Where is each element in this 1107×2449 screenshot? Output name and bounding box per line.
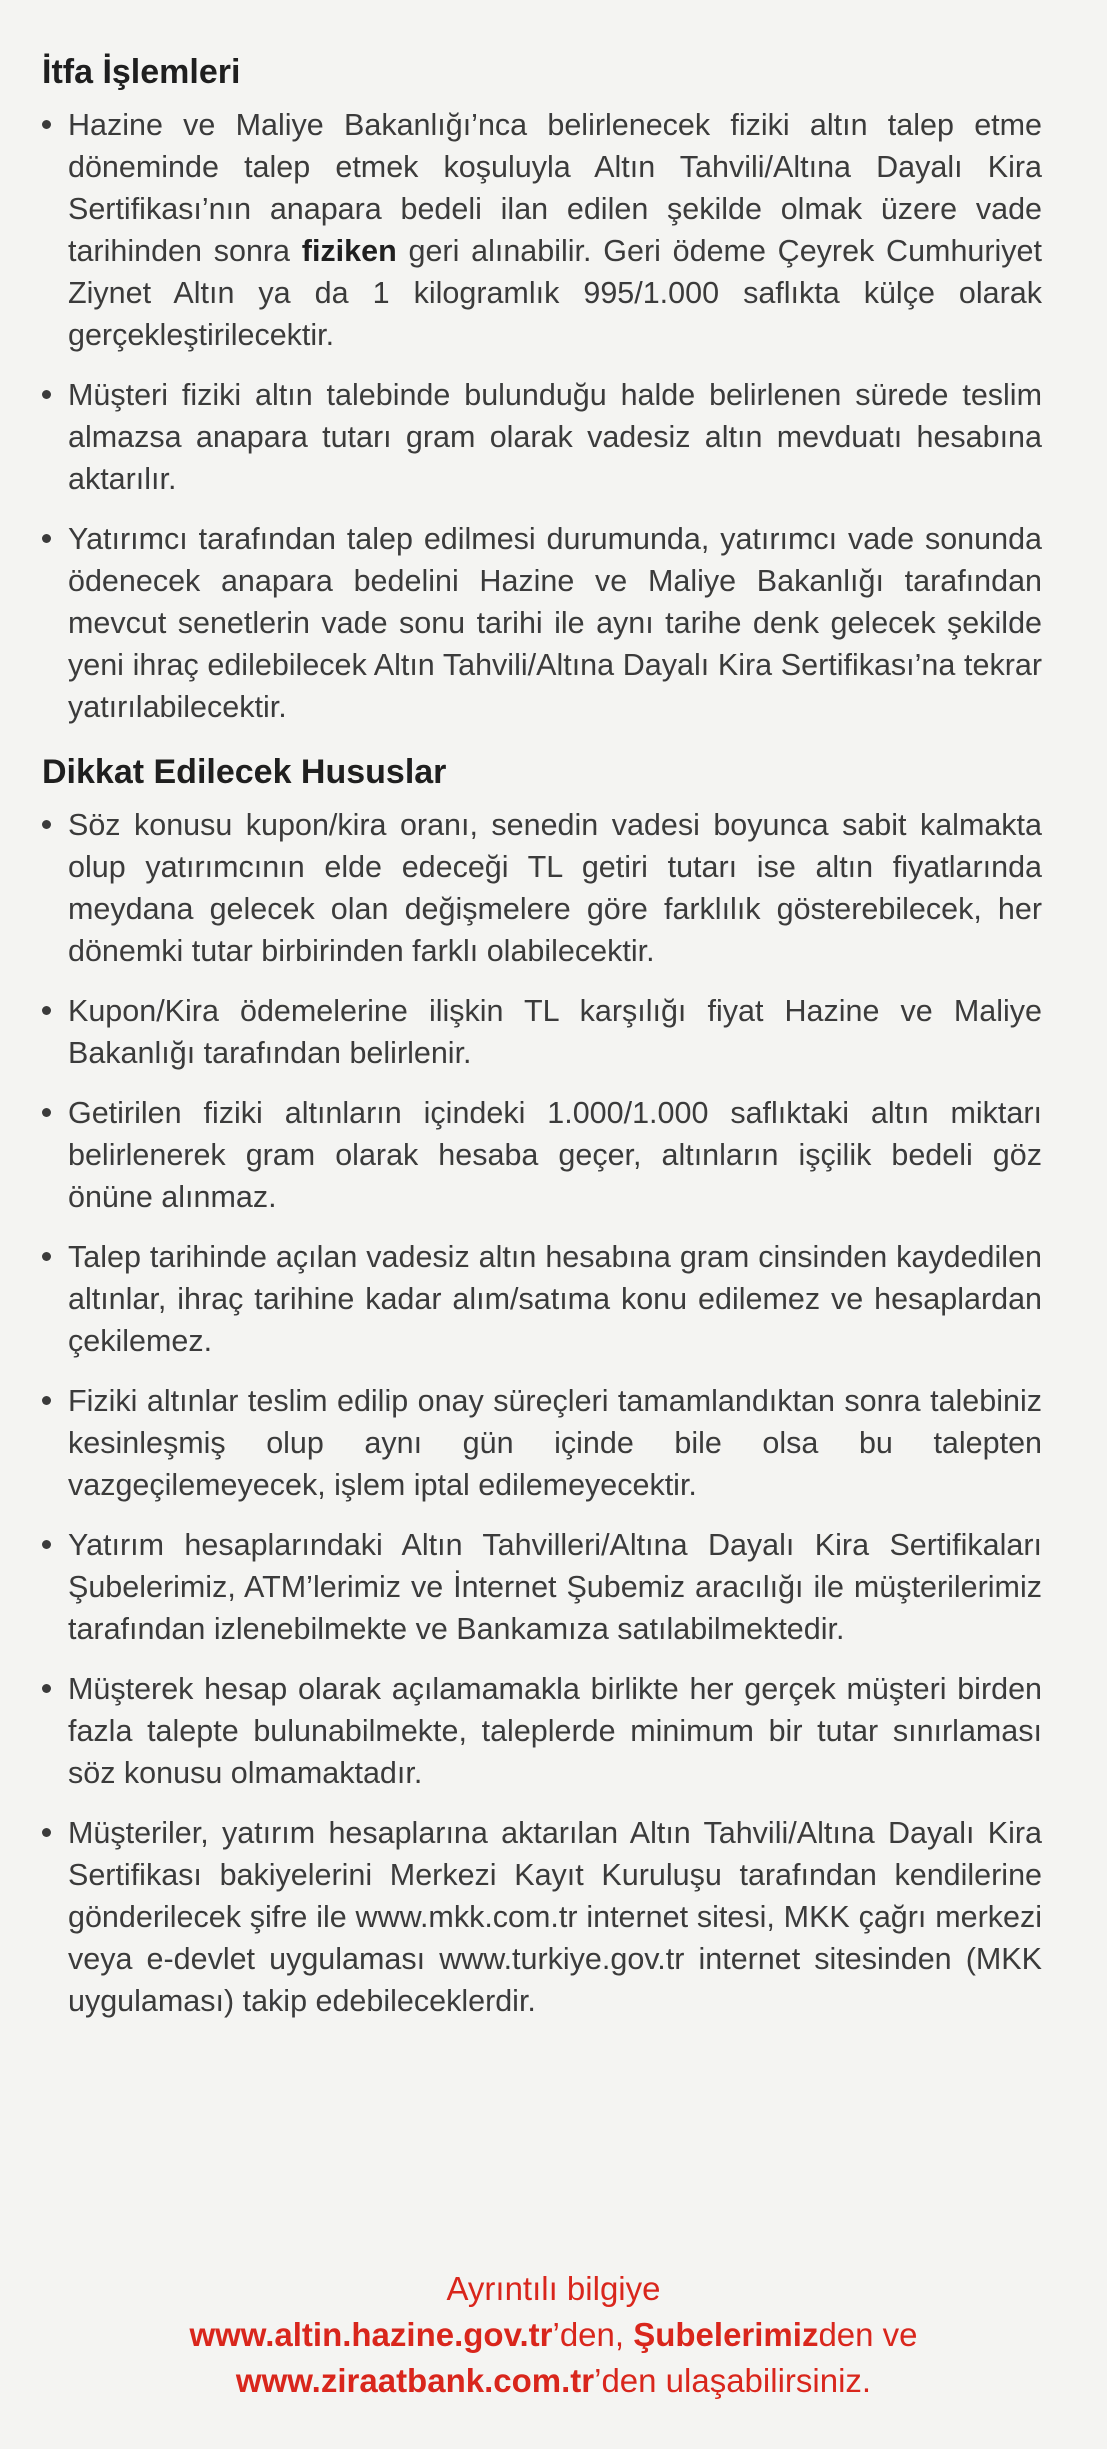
bullet-icon (42, 1252, 51, 1261)
bullet-icon (42, 1396, 51, 1405)
bullet-icon (42, 820, 51, 829)
list-item: Fiziki altınlar teslim edilip onay süreçleri tamamlandıktan sonra talebiniz kesinleşmiş olup aynı gün içinde bile olsa bu talepten vazgeçilemeyecek, işlem iptal edilemeyecektir. (42, 1380, 1042, 1506)
section-title-dikkat: Dikkat Edilecek Hususlar (42, 753, 447, 791)
bullet-icon (42, 120, 51, 129)
bullet-icon (42, 1006, 51, 1015)
content-area (42, 50, 1042, 2040)
list-item: Yatırım hesaplarındaki Altın Tahvilleri/Altına Dayalı Kira Sertifikaları Şubelerimiz, ATM’lerimiz ve İnternet Şubemiz aracılığı ile müşterilerimiz tarafından izlenebilmekte ve Bankamıza satılabilmektedir. (42, 1524, 1042, 1650)
footer-line-1: Ayrıntılı bilgiye (446, 2270, 661, 2307)
hazine-link[interactable]: www.altin.hazine.gov.tr (189, 2316, 553, 2353)
bullet-icon (42, 534, 51, 543)
bullet-icon (42, 1828, 51, 1837)
bullet-icon (42, 1684, 51, 1693)
footer-line-3: www.ziraatbank.com.tr’den ulaşabilirsiniz. (235, 2362, 872, 2399)
list-item: Müşteriler, yatırım hesaplarına aktarılan Altın Tahvili/Altına Dayalı Kira Sertifikası bakiyelerini Merkezi Kayıt Kuruluşu tarafından kendilerine gönderilecek şifre ile www.mkk.com.tr internet sitesi, MKK çağrı merkezi veya e-devlet uygulaması www.turkiye.gov.tr internet sitesinden (MKK uygulaması) takip edebileceklerdir. (42, 1812, 1042, 2022)
list-item: Hazine ve Maliye Bakanlığı’nca belirlenecek fiziki altın talep etme döneminde talep etmek koşuluyla Altın Tahvili/Altına Dayalı Kira Sertifikası’nın anapara bedeli ilan edilen şekilde olmak üzere vade tarihinden sonra fiziken geri alınabilir. Geri ödeme Çeyrek Cumhuriyet Ziynet Altın ya da 1 kilogramlık 995/1.000 saflıkta külçe olarak gerçekleştirilecektir. (42, 104, 1042, 356)
list-item: Söz konusu kupon/kira oranı, senedin vadesi boyunca sabit kalmakta olup yatırımcının elde edeceği TL getiri tutarı ise altın fiyatlarında meydana gelecek olan değişmelere göre farklılık gösterebilecek, her dönemki tutar birbirinden farklı olabilecektir. (42, 804, 1042, 972)
list-item: Müşterek hesap olarak açılamamakla birlikte her gerçek müşteri birden fazla talepte bulunabilmekte, taleplerde minimum bir tutar sınırlaması söz konusu olmamaktadır. (42, 1668, 1042, 1794)
list-item: Getirilen fiziki altınların içindeki 1.000/1.000 saflıktaki altın miktarı belirlenerek gram olarak hesaba geçer, altınların işçilik bedeli göz önüne alınmaz. (42, 1092, 1042, 1218)
ziraatbank-link[interactable]: www.ziraatbank.com.tr (235, 2362, 595, 2399)
list-item: Talep tarihinde açılan vadesiz altın hesabına gram cinsinden kaydedilen altınlar, ihraç tarihine kadar alım/satıma konu edilemez ve hesaplardan çekilemez. (42, 1236, 1042, 1362)
list-item: Kupon/Kira ödemelerine ilişkin TL karşılığı fiyat Hazine ve Maliye Bakanlığı tarafından belirlenir. (42, 990, 1042, 1074)
list-item: Müşteri fiziki altın talebinde bulunduğu halde belirlenen sürede teslim almazsa anapara tutarı gram olarak vadesiz altın mevduatı hesabına aktarılır. (42, 374, 1042, 500)
subelerimiz-text: Şubelerimiz (633, 2316, 819, 2353)
bullet-icon (42, 1540, 51, 1549)
itfa-bullet-list (42, 104, 1042, 728)
bullet-icon (42, 390, 51, 399)
section-title-itfa: İtfa İşlemleri (42, 53, 241, 91)
footer-line-2: www.altin.hazine.gov.tr’den, Şubelerimizden ve (189, 2316, 918, 2353)
list-item: Yatırımcı tarafından talep edilmesi durumunda, yatırımcı vade sonunda ödenecek anapara bedelini Hazine ve Maliye Bakanlığı tarafından mevcut senetlerin vade sonu tarihi ile aynı tarihe denk gelecek şekilde yeni ihraç edilebilecek Altın Tahvili/Altına Dayalı Kira Sertifikası’na tekrar yatırılabilecektir. (42, 518, 1042, 728)
dikkat-bullet-list (42, 804, 1042, 2022)
bullet-icon (42, 1108, 51, 1117)
footer-contact (0, 2266, 1107, 2404)
